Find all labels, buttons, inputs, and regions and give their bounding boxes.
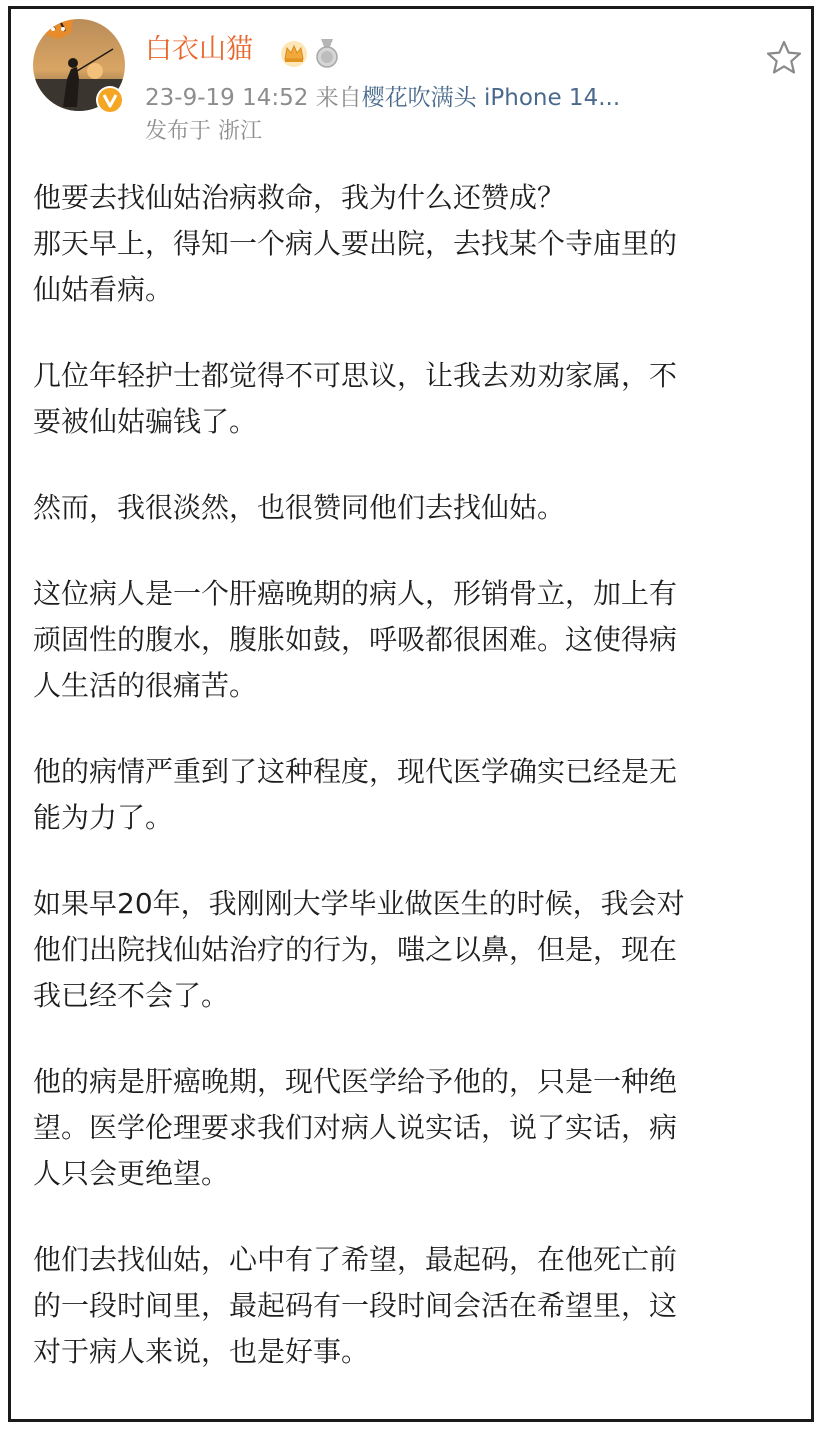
author-name[interactable]: 白衣山猫 bbox=[145, 34, 253, 65]
post-text-line: 我已经不会了。 bbox=[33, 979, 230, 1012]
post-text-line: 如果早20年，我刚刚大学毕业做医生的时候，我会对 bbox=[33, 887, 685, 920]
medal-icon bbox=[313, 37, 341, 69]
post-text-line: 他们出院找仙姑治疗的行为，嗤之以鼻，但是，现在 bbox=[33, 933, 678, 966]
post-text-line: 望。医学伦理要求我们对病人说实话，说了实话，病 bbox=[33, 1111, 678, 1144]
post-location: 发布于 浙江 bbox=[145, 119, 262, 144]
post-paragraph bbox=[33, 353, 801, 445]
post-text-line: 对于病人来说，也是好事。 bbox=[33, 1335, 370, 1368]
post-paragraph bbox=[33, 175, 801, 313]
post-text-line: 那天早上，得知一个病人要出院，去找某个寺庙里的 bbox=[33, 227, 678, 260]
post-text-line: 人生活的很痛苦。 bbox=[33, 669, 258, 702]
post-text-line: 他的病情严重到了这种程度，现代医学确实已经是无 bbox=[33, 755, 678, 788]
post-paragraph bbox=[33, 881, 801, 1019]
crown-icon bbox=[279, 39, 309, 67]
post-text-line: 这位病人是一个肝癌晚期的病人，形销骨立，加上有 bbox=[33, 577, 678, 610]
post-paragraph bbox=[33, 1237, 801, 1375]
post-body bbox=[33, 175, 801, 1415]
post-text-line: 顽固性的腹水，腹胀如鼓，呼吸都很困难。这使得病 bbox=[33, 623, 678, 656]
post-text-line: 能为力了。 bbox=[33, 801, 174, 834]
post-text-line: 的一段时间里，最起码有一段时间会活在希望里，这 bbox=[33, 1289, 678, 1322]
star-outline-icon[interactable] bbox=[765, 39, 803, 77]
post-text-line: 他的病是肝癌晚期，现代医学给予他的，只是一种绝 bbox=[33, 1065, 678, 1098]
post-header bbox=[11, 9, 811, 159]
post-timestamp: 23-9-19 14:52 bbox=[145, 85, 309, 111]
post-text-line: 然而，我很淡然，也很赞同他们去找仙姑。 bbox=[33, 491, 566, 524]
post-text-line: 人只会更绝望。 bbox=[33, 1157, 230, 1190]
post-text-line: 他要去找仙姑治病救命，我为什么还赞成？ bbox=[33, 181, 566, 214]
source-prefix: 来自 bbox=[315, 85, 362, 111]
post-text-line: 仙姑看病。 bbox=[33, 273, 174, 306]
post-paragraph bbox=[33, 1059, 801, 1197]
post-paragraph bbox=[33, 485, 801, 531]
post-text-line: 几位年轻护士都觉得不可思议，让我去劝劝家属，不 bbox=[33, 359, 678, 392]
post-meta bbox=[145, 83, 620, 113]
post-paragraph bbox=[33, 749, 801, 841]
post-text-line: 他们去找仙姑，心中有了希望，最起码，在他死亡前 bbox=[33, 1243, 678, 1276]
post-text-line: 要被仙姑骗钱了。 bbox=[33, 405, 258, 438]
post-paragraph bbox=[33, 571, 801, 709]
source-link[interactable]: 樱花吹满头 iPhone 14... bbox=[361, 85, 621, 111]
post-card bbox=[8, 6, 814, 1422]
verified-badge-icon bbox=[95, 85, 125, 115]
